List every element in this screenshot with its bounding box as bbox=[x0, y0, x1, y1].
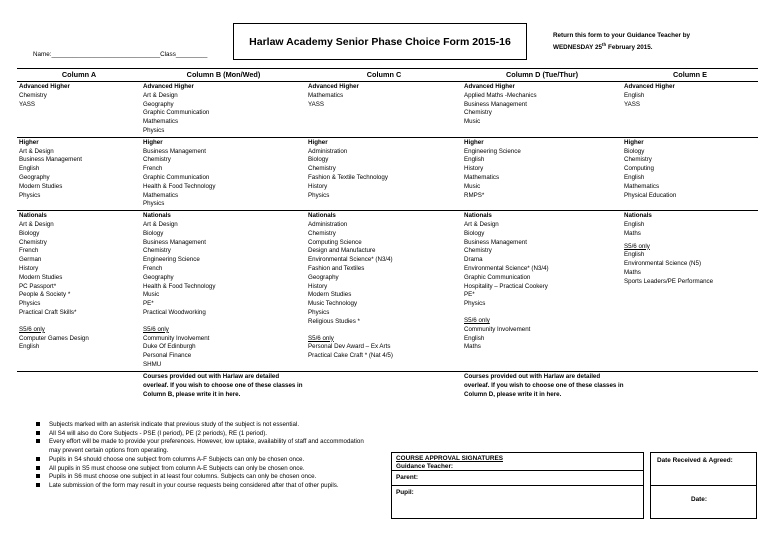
subject-item: Drama bbox=[464, 256, 483, 264]
subject-item: Chemistry bbox=[308, 229, 336, 237]
subject-item: Mathematics bbox=[308, 91, 344, 99]
subject-item: History bbox=[308, 182, 328, 190]
subject-cell bbox=[622, 82, 758, 138]
subject-item: Physical Education bbox=[624, 191, 677, 199]
column-headers bbox=[17, 69, 758, 82]
subject-item: Biology bbox=[464, 229, 485, 237]
form-title: Harlaw Academy Senior Phase Choice Form 2015-16 bbox=[249, 35, 511, 48]
empty-cell bbox=[622, 372, 758, 407]
subject-item: Graphic Communication bbox=[143, 109, 210, 117]
subject-item: Personal Finance bbox=[143, 352, 192, 360]
return-note-line1: Return this form to your Guidance Teacher by bbox=[553, 32, 691, 39]
subject-item: French bbox=[19, 247, 39, 255]
subject-cell bbox=[462, 211, 622, 372]
spacer bbox=[19, 318, 139, 326]
bullet-icon bbox=[36, 431, 40, 435]
subject-item: Physics bbox=[308, 308, 330, 316]
subject-item: Biology bbox=[308, 156, 329, 164]
subject-cell bbox=[306, 82, 462, 138]
subject-item: English bbox=[464, 156, 485, 164]
subject-cell bbox=[17, 211, 141, 372]
pupil-label: Pupil: bbox=[396, 489, 414, 496]
note-item bbox=[36, 456, 366, 465]
subject-cell bbox=[462, 82, 622, 138]
column-d-external-course-field[interactable] bbox=[462, 372, 622, 407]
advanced-higher-row bbox=[17, 82, 758, 138]
subject-item: Art & Design bbox=[143, 91, 178, 99]
subject-item: Personal Dev Award – Ex Arts bbox=[308, 343, 391, 351]
form-title-box bbox=[233, 23, 527, 60]
subject-item: Graphic Communication bbox=[464, 273, 531, 281]
column-header: Column E bbox=[622, 69, 758, 82]
date-received-field[interactable] bbox=[651, 453, 756, 486]
column-header: Column B (Mon/Wed) bbox=[141, 69, 306, 82]
level-label: Higher bbox=[308, 138, 328, 146]
subject-item: Environmental Science* (N3/4) bbox=[464, 264, 549, 272]
s56-label: S5/6 only bbox=[624, 242, 650, 250]
external-courses-row bbox=[17, 372, 758, 407]
column-header: Column D (Tue/Thur) bbox=[462, 69, 622, 82]
subject-item: Chemistry bbox=[308, 165, 336, 173]
date-label: Date: bbox=[691, 496, 707, 503]
subject-item: Mathematics bbox=[624, 182, 660, 190]
parent-label: Parent: bbox=[396, 474, 419, 481]
subject-item: French bbox=[143, 165, 163, 173]
subject-item: Hospitality – Practical Cookery bbox=[464, 282, 548, 290]
subject-item: Physics bbox=[19, 191, 41, 199]
note-text: All pupils in S5 must choose one subject from column A-E Subjects can only be chosen once. bbox=[49, 464, 305, 472]
note-item bbox=[36, 473, 366, 482]
subject-item: Music bbox=[464, 118, 481, 126]
subject-item: Computing bbox=[624, 165, 654, 173]
note-text: Late submission of the form may result in your course requests being considered after that of other pupils. bbox=[49, 481, 339, 489]
subject-item: Mathematics bbox=[143, 118, 179, 126]
subject-item: English bbox=[19, 343, 40, 351]
subject-item: Environmental Science* (N3/4) bbox=[308, 256, 393, 264]
subject-item: Physics bbox=[464, 300, 486, 308]
subject-item: Art & Design bbox=[19, 147, 54, 155]
return-date-post: February 2015. bbox=[606, 44, 653, 52]
guidance-signature-field[interactable] bbox=[392, 453, 643, 471]
column-b-external-course-field[interactable] bbox=[141, 372, 306, 407]
subject-item: People & Society * bbox=[19, 291, 71, 299]
subject-item: English bbox=[624, 220, 645, 228]
subject-item: Physics bbox=[143, 126, 165, 134]
subject-item: Business Management bbox=[143, 147, 206, 155]
subject-cell bbox=[306, 211, 462, 372]
subject-item: Applied Maths -Mechanics bbox=[464, 91, 537, 99]
level-label: Nationals bbox=[464, 212, 492, 220]
subject-item: Health & Food Technology bbox=[143, 182, 216, 190]
subject-cell bbox=[622, 211, 758, 372]
subject-item: Community Involvement bbox=[464, 325, 531, 333]
subject-item: PE* bbox=[464, 291, 475, 299]
subject-item: Mathematics bbox=[464, 173, 500, 181]
subject-item: YASS bbox=[624, 100, 641, 108]
name-class-field[interactable]: Name:_______________________________Class_________ bbox=[33, 51, 208, 58]
subject-item: Geography bbox=[143, 273, 174, 281]
subject-item: YASS bbox=[308, 100, 325, 108]
subject-cell bbox=[17, 82, 141, 138]
subject-item: History bbox=[464, 165, 484, 173]
choice-grid bbox=[17, 68, 758, 406]
subject-item: Environmental Science (N5) bbox=[624, 260, 702, 268]
subject-item: RMPS* bbox=[464, 191, 485, 199]
bullet-icon bbox=[36, 474, 40, 478]
subject-item: Practical Craft Skills* bbox=[19, 308, 77, 316]
subject-item: Maths bbox=[624, 268, 641, 276]
column-header: Column A bbox=[17, 69, 141, 82]
empty-cell bbox=[17, 372, 141, 407]
subject-item: Sports Leaders/PE Performance bbox=[624, 277, 714, 285]
subject-item: Physics bbox=[19, 300, 41, 308]
note-item bbox=[36, 438, 366, 455]
subject-item: French bbox=[143, 264, 163, 272]
level-label: Advanced Higher bbox=[308, 83, 359, 90]
subject-item: Engineering Science bbox=[464, 147, 521, 155]
level-label: Advanced Higher bbox=[19, 83, 70, 90]
note-item bbox=[36, 430, 366, 439]
s56-label: S5/6 only bbox=[19, 325, 45, 333]
subject-item: Practical Woodworking bbox=[143, 308, 206, 316]
nationals-row bbox=[17, 211, 758, 372]
subject-item: German bbox=[19, 256, 42, 264]
subject-item: Duke Of Edinburgh bbox=[143, 343, 196, 351]
date-received-label: Date Received & Agreed: bbox=[657, 457, 733, 464]
subject-item: Administration bbox=[308, 220, 348, 228]
subject-item: Fashion & Textile Technology bbox=[308, 173, 388, 181]
column-b-course-note: Courses provided out with Harlaw are detailed overleaf. If you wish to choose one of these classes in Column B, please write it in here. bbox=[143, 373, 303, 398]
subject-item: Business Management bbox=[464, 238, 527, 246]
guidance-label: Guidance Teacher: bbox=[396, 463, 454, 470]
level-label: Higher bbox=[464, 138, 484, 146]
bullet-icon bbox=[36, 466, 40, 470]
bullet-icon bbox=[36, 422, 40, 426]
note-text: Pupils in S4 should choose one subject from columns A-F Subjects can only be chosen once. bbox=[49, 455, 305, 463]
subject-item: Chemistry bbox=[624, 156, 652, 164]
level-label: Higher bbox=[19, 138, 39, 146]
subject-item: English bbox=[624, 91, 645, 99]
subject-cell bbox=[141, 211, 306, 372]
subject-item: Business Management bbox=[464, 100, 527, 108]
subject-cell bbox=[141, 82, 306, 138]
level-label: Nationals bbox=[19, 212, 47, 220]
spacer bbox=[143, 318, 304, 326]
subject-cell bbox=[306, 137, 462, 210]
date-box bbox=[650, 452, 757, 519]
s56-label: S5/6 only bbox=[308, 334, 334, 342]
subject-item: English bbox=[624, 173, 645, 181]
subject-item: Administration bbox=[308, 147, 348, 155]
subject-item: Art & Design bbox=[143, 220, 178, 228]
bullet-icon bbox=[36, 457, 40, 461]
note-item bbox=[36, 482, 366, 491]
column-header: Column C bbox=[306, 69, 462, 82]
subject-item: Mathematics bbox=[143, 191, 179, 199]
subject-item: Religious Studies * bbox=[308, 317, 360, 325]
s56-label: S5/6 only bbox=[464, 316, 490, 324]
subject-item: Geography bbox=[143, 100, 174, 108]
subject-item: Design and Manufacture bbox=[308, 247, 376, 255]
subject-item: Music bbox=[143, 291, 160, 299]
subject-item: Maths bbox=[624, 229, 641, 237]
level-label: Higher bbox=[143, 138, 163, 146]
subject-cell bbox=[622, 137, 758, 210]
subject-item: Art & Design bbox=[464, 220, 499, 228]
subject-item: Maths bbox=[464, 343, 481, 351]
date-field[interactable] bbox=[651, 486, 756, 503]
subject-item: Music Technology bbox=[308, 300, 358, 308]
note-text: Every effort will be made to provide your preferences. However, low uptake, availability of staff and accommodation may prevent certain options from operating. bbox=[49, 438, 364, 455]
subject-item: Geography bbox=[19, 173, 50, 181]
notes-list bbox=[36, 421, 366, 491]
subject-item: Health & Food Technology bbox=[143, 282, 216, 290]
parent-signature-field[interactable] bbox=[392, 471, 643, 486]
subject-item: Physics bbox=[143, 200, 165, 208]
level-label: Nationals bbox=[308, 212, 336, 220]
subject-item: YASS bbox=[19, 100, 36, 108]
return-note bbox=[553, 31, 758, 52]
subject-item: English bbox=[19, 165, 40, 173]
pupil-signature-field[interactable] bbox=[392, 486, 643, 496]
subject-item: Business Management bbox=[143, 238, 206, 246]
level-label: Advanced Higher bbox=[143, 83, 194, 90]
subject-item: Community Involvement bbox=[143, 334, 210, 342]
note-text: Pupils in S6 must choose one subject in at least four columns. Subjects can only be chosen once. bbox=[49, 473, 317, 481]
subject-item: Chemistry bbox=[464, 247, 492, 255]
approval-signatures-box bbox=[391, 452, 644, 519]
subject-item: Physics bbox=[308, 191, 330, 199]
subject-item: English bbox=[464, 334, 485, 342]
empty-cell bbox=[306, 372, 462, 407]
subject-item: Chemistry bbox=[143, 247, 171, 255]
subject-item: Biology bbox=[624, 147, 645, 155]
bullet-icon bbox=[36, 439, 40, 443]
column-d-course-note: Courses provided out with Harlaw are detailed overleaf. If you wish to choose one of these classes in Column D, please write it in here. bbox=[464, 373, 624, 398]
subject-item: History bbox=[19, 264, 39, 272]
subject-item: Art & Design bbox=[19, 220, 54, 228]
return-date-suffix: th bbox=[602, 42, 607, 47]
subject-item: Chemistry bbox=[464, 109, 492, 117]
subject-item: SHMU bbox=[143, 360, 162, 368]
subject-item: Geography bbox=[308, 273, 339, 281]
level-label: Nationals bbox=[624, 212, 652, 220]
subject-cell bbox=[141, 137, 306, 210]
subject-item: Chemistry bbox=[19, 91, 47, 99]
approval-heading: COURSE APPROVAL SIGNATURES bbox=[396, 455, 503, 462]
note-item bbox=[36, 465, 366, 474]
level-label: Nationals bbox=[143, 212, 171, 220]
subject-item: Fashion and Textiles bbox=[308, 264, 365, 272]
subject-item: Computer Games Design bbox=[19, 334, 89, 342]
bullet-icon bbox=[36, 483, 40, 487]
subject-item: Graphic Communication bbox=[143, 173, 210, 181]
subject-item: Biology bbox=[19, 229, 40, 237]
subject-item: Music bbox=[464, 182, 481, 190]
subject-item: English bbox=[624, 251, 645, 259]
return-date-pre: WEDNESDAY 25 bbox=[553, 44, 602, 52]
subject-item: Practical Cake Craft * (Nat 4/5) bbox=[308, 352, 393, 360]
subject-item: PE* bbox=[143, 300, 154, 308]
note-text: Subjects marked with an asterisk indicate that previous study of the subject is not essential. bbox=[49, 421, 300, 428]
s56-label: S5/6 only bbox=[143, 325, 169, 333]
return-note-line2 bbox=[553, 40, 758, 52]
subject-item: Modern Studies bbox=[308, 291, 352, 299]
subject-item: Business Management bbox=[19, 156, 82, 164]
spacer bbox=[308, 327, 460, 335]
subject-item: History bbox=[308, 282, 328, 290]
note-text: All S4 will also do Core Subjects - PSE (I period), PE (2 periods), RE (1 period). bbox=[49, 429, 268, 437]
subject-cell bbox=[462, 137, 622, 210]
level-label: Advanced Higher bbox=[624, 83, 675, 90]
subject-item: Computing Science bbox=[308, 238, 362, 246]
subject-item: Chemistry bbox=[143, 156, 171, 164]
subject-item: Biology bbox=[143, 229, 164, 237]
higher-row bbox=[17, 137, 758, 210]
spacer bbox=[464, 309, 620, 317]
level-label: Advanced Higher bbox=[464, 83, 515, 90]
subject-item: Engineering Science bbox=[143, 256, 200, 264]
subject-cell bbox=[17, 137, 141, 210]
note-item bbox=[36, 421, 366, 430]
level-label: Higher bbox=[624, 138, 644, 146]
subject-item: Modern Studies bbox=[19, 182, 63, 190]
subject-item: PC Passport* bbox=[19, 282, 57, 290]
subject-item: Chemistry bbox=[19, 238, 47, 246]
subject-item: Modern Studies bbox=[19, 273, 63, 281]
